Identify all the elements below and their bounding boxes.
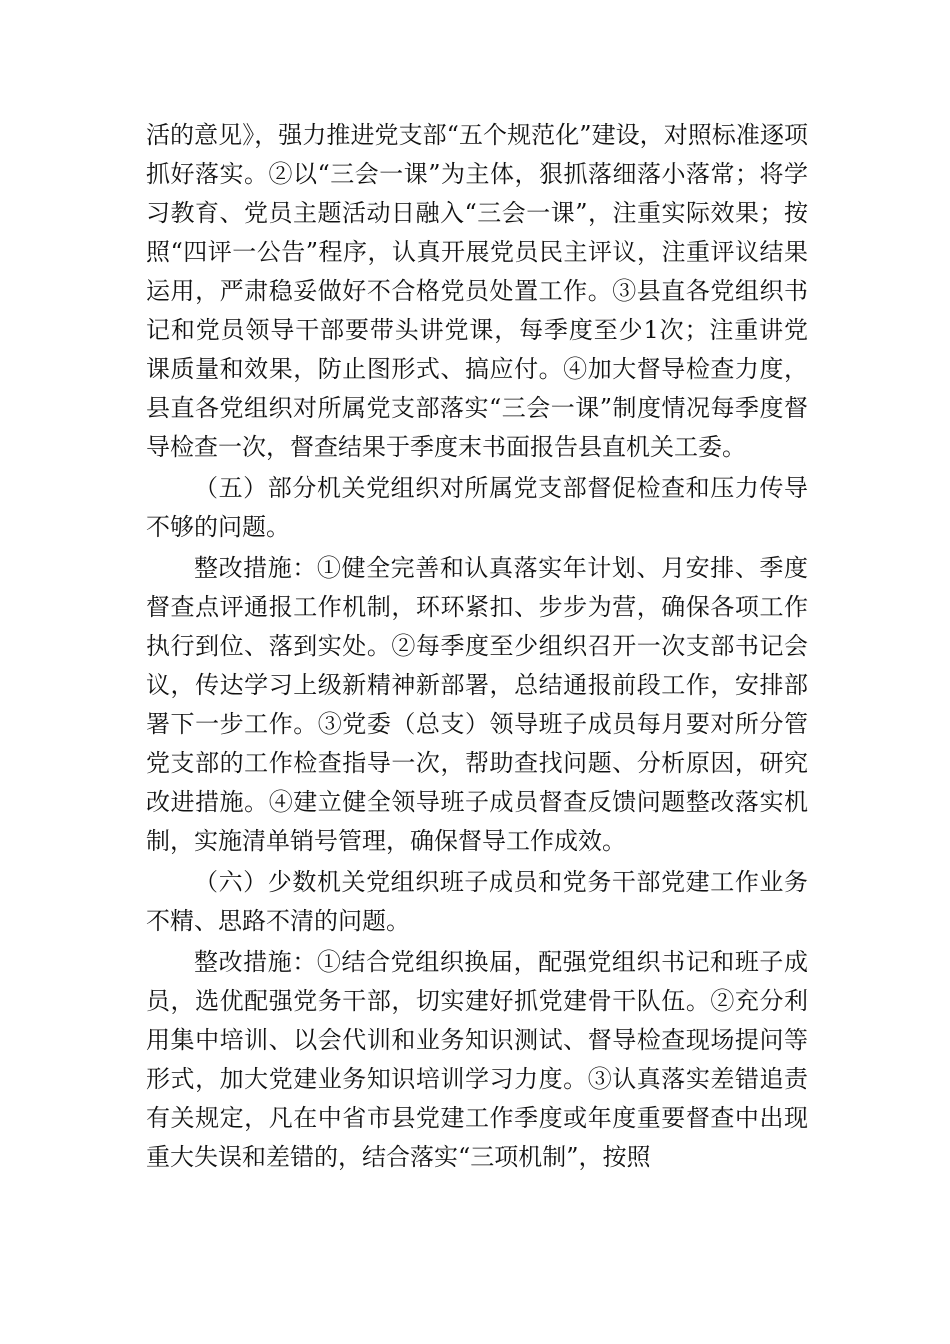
paragraph-measures-5: 整改措施：①健全完善和认真落实年计划、月安排、季度督查点评通报工作机制，环环紧扣、步步为营，确保各项工作执行到位、落到实处。②每季度至少组织召开一次支部书记会议，传达学习上级新精神新部署，总结通报前段工作，安排部署下一步工作。③党委（总支）领导班子成员每月要对所分管党支部的工作检查指导一次，帮助查找问题、分析原因，研究改进措施。④建立健全领导班子成员督查反馈问题整改落实机制，实施清单销号管理，确保督导工作成效。: [146, 554, 808, 855]
document-page: [146, 116, 808, 1177]
section-heading-5: （五）部分机关党组织对所属党支部督促检查和压力传导不够的问题。: [146, 474, 808, 541]
paragraph-measures-6: 整改措施：①结合党组织换届，配强党组织书记和班子成员，选优配强党务干部，切实建好抓党建骨干队伍。②充分利用集中培训、以会代训和业务知识测试、督导检查现场提问等形式，加大党建业务知识培训学习力度。③认真落实差错追责有关规定，凡在中省市县党建工作季度或年度重要督查中出现重大失误和差错的，结合落实“三项机制”，按照: [146, 948, 808, 1171]
paragraph-continuation: 活的意见》，强力推进党支部“五个规范化”建设，对照标准逐项抓好落实。②以“三会一课”为主体，狠抓落细落小落常；将学习教育、党员主题活动日融入“三会一课”，注重实际效果；按照“四评一公告”程序，认真开展党员民主评议，注重评议结果运用，严肃稳妥做好不合格党员处置工作。③县直各党组织书记和党员领导干部要带头讲党课，每季度至少1次；注重讲党课质量和效果，防止图形式、搞应付。④加大督导检查力度，县直各党组织对所属党支部落实“三会一课”制度情况每季度督导检查一次，督查结果于季度末书面报告县直机关工委。: [146, 121, 808, 461]
section-heading-6: （六）少数机关党组织班子成员和党务干部党建工作业务不精、思路不清的问题。: [146, 868, 808, 935]
